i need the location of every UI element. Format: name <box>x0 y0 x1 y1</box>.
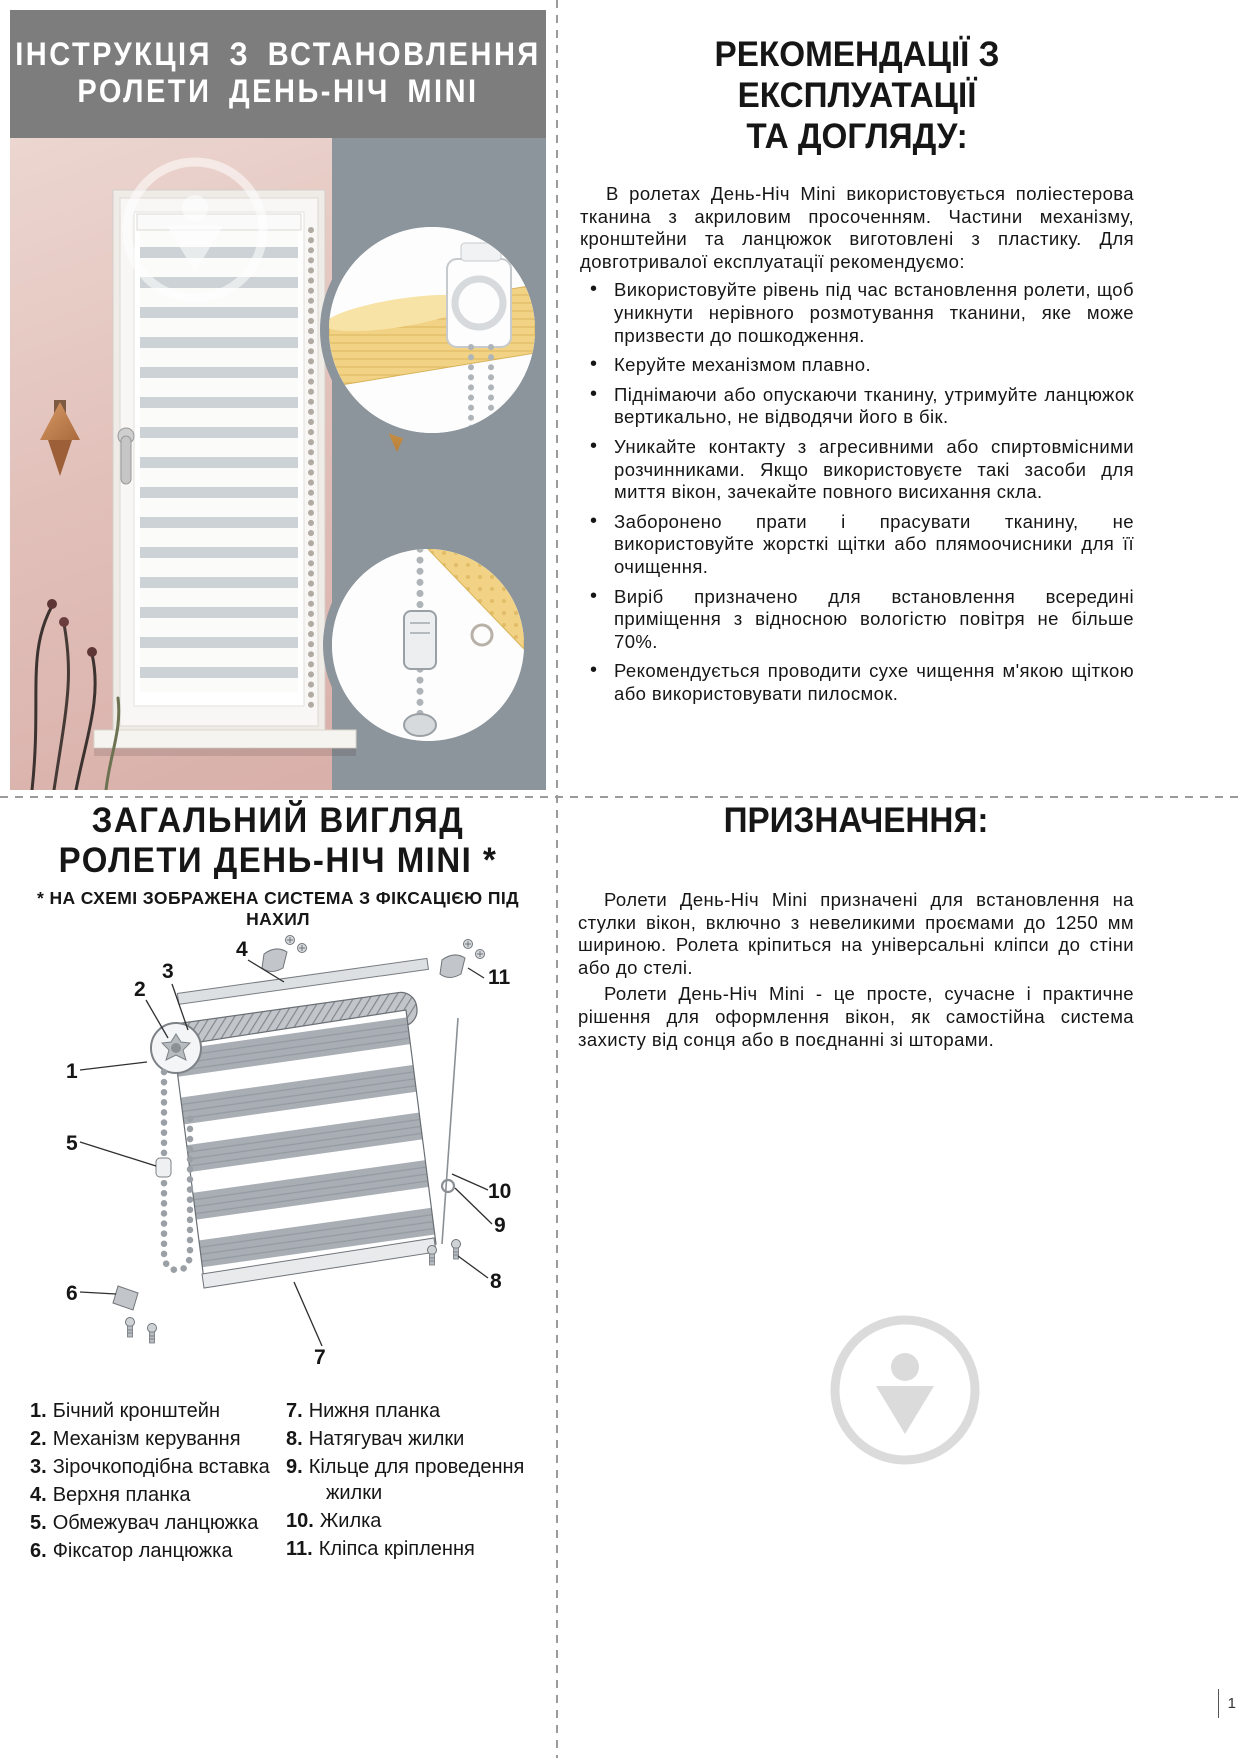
chain-fixator <box>113 1286 157 1343</box>
mounting-clip <box>262 936 307 972</box>
blind-cassette <box>137 214 301 230</box>
overview-title-line1: ЗАГАЛЬНИЙ ВИГЛЯД <box>91 799 465 840</box>
callout-5: 5 <box>66 1132 78 1155</box>
fishing-line <box>442 1018 458 1244</box>
chain-closeup <box>332 549 524 741</box>
callout-6: 6 <box>66 1282 78 1305</box>
recommendation-item: • Виріб призначено для встановлення всередині приміщення з відносною вологістю повітря не більше 70%. <box>580 586 1134 654</box>
parts-legend <box>30 1398 542 1566</box>
recommendations-section <box>580 34 1134 712</box>
recommendations-list <box>580 279 1134 705</box>
callout-11: 11 <box>488 966 511 989</box>
recommendations-title-line1: РЕКОМЕНДАЦІЇ З ЕКСПЛУАТАЦІЇ <box>714 35 1000 115</box>
legend-item: 11. Кліпса кріплення <box>286 1538 475 1560</box>
purpose-paragraph-1: Ролети День-Ніч Mini призначені для встановлення на стулки вікон, включно з невеликими проємами до 1250 мм шириною. Ролета кріпиться на універсальні кліпси до стіни або до стелі. <box>578 889 1134 978</box>
callout-10: 10 <box>488 1180 512 1203</box>
callout-8: 8 <box>490 1270 502 1293</box>
overview-subtitle: * НА СХЕМІ ЗОБРАЖЕНА СИСТЕМА З ФІКСАЦІЄЮ ПІД НАХИЛ <box>36 888 520 929</box>
purpose-body <box>578 889 1134 1051</box>
recommendation-item: • Уникайте контакту з агресивними або спиртовмісними розчинниками. Якщо використовуєте такі засоби для миття вікон, зачекайте повного висихання скла. <box>580 436 1134 504</box>
callout-9: 9 <box>494 1214 506 1237</box>
window-with-blind <box>94 190 356 756</box>
installation-photo-section <box>10 10 546 790</box>
legend-item: 8. Натягувач жилки <box>286 1428 465 1450</box>
legend-item: 10. Жилка <box>286 1510 382 1532</box>
legend-item: 2. Механізм керування <box>30 1428 241 1450</box>
legend-column-left <box>30 1398 286 1566</box>
installation-title-banner <box>10 10 546 138</box>
overview-title-line2: РОЛЕТИ ДЕНЬ-НІЧ MINI * <box>58 839 498 880</box>
recommendations-body <box>580 183 1134 705</box>
mechanism-closeup <box>329 227 535 433</box>
purpose-paragraph-2: Ролети День-Ніч Mini - це просте, сучасне і практичне рішення для оформлення вікон, як самостійна система захисту від сонця або в поєднанні зі шторами. <box>578 983 1134 1050</box>
brand-watermark <box>823 1308 987 1477</box>
line-ring <box>442 1180 454 1192</box>
callout-4: 4 <box>236 938 248 961</box>
installation-photo <box>10 138 546 790</box>
legend-item: 9. Кільце для проведення жилки <box>286 1456 525 1504</box>
purpose-title: ПРИЗНАЧЕННЯ: <box>723 801 989 840</box>
legend-item: 4. Верхня планка <box>30 1484 191 1506</box>
legend-item: 7. Нижня планка <box>286 1400 441 1422</box>
mounting-clip <box>440 940 485 978</box>
legend-item: 5. Обмежувач ланцюжка <box>30 1512 259 1534</box>
recommendation-item: • Керуйте механізмом плавно. <box>580 354 1134 377</box>
day-night-blind <box>140 230 298 692</box>
control-mechanism <box>151 1023 201 1073</box>
recommendations-intro: В ролетах День-Ніч Mini використовується поліестерова тканина з акриловим просоченням. Частини механізму, кронштейни та ланцюжок виготовлені з пластику. Для довготривалої експлуатації рекомендуємо: <box>580 183 1134 272</box>
legend-item: 3. Зірочкоподібна вставка <box>30 1456 270 1478</box>
purpose-section <box>578 800 1134 1055</box>
recommendation-item: • Використовуйте рівень під час встановлення ролети, щоб уникнути нерівного розмотування тканини, яке може призвести до пошкодження. <box>580 279 1134 347</box>
callout-1: 1 <box>66 1060 78 1083</box>
mechanism-closeup-circle <box>320 218 544 442</box>
installation-title-line2: РОЛЕТИ ДЕНЬ-НІЧ MINI <box>77 74 479 110</box>
recommendation-item: • Рекомендується проводити сухе чищення м'якою щіткою або використовувати пилосмок. <box>580 660 1134 705</box>
recommendation-item: • Заборонено прати і прасувати тканину, не використовуйте жорсткі щітки або плямоочисники для її очищення. <box>580 511 1134 579</box>
vertical-dashed-divider <box>556 0 558 1758</box>
legend-item: 1. Бічний кронштейн <box>30 1400 220 1422</box>
callout-3: 3 <box>162 960 174 983</box>
wall-lamp-left <box>40 400 80 476</box>
recommendations-title-line2: ТА ДОГЛЯДУ: <box>746 117 968 156</box>
chain-limiter <box>156 1158 171 1177</box>
overview-section <box>10 800 546 1750</box>
plants-decor <box>32 599 119 790</box>
chain-closeup-circle <box>323 540 533 750</box>
window-sill <box>94 730 356 748</box>
installation-title-line1: ІНСТРУКЦІЯ З ВСТАНОВЛЕННЯ <box>15 37 541 73</box>
callout-2: 2 <box>134 978 146 1001</box>
page-number: 1 <box>1218 1689 1240 1718</box>
recommendation-item: • Піднімаючи або опускаючи тканину, утримуйте ланцюжок вертикально, не відводячи його в бік. <box>580 384 1134 429</box>
zebra-fabric <box>174 1010 436 1280</box>
blind-structure-diagram <box>22 926 527 1391</box>
legend-item: 6. Фіксатор ланцюжка <box>30 1540 233 1562</box>
callout-7: 7 <box>314 1346 326 1369</box>
legend-column-right <box>286 1398 542 1566</box>
